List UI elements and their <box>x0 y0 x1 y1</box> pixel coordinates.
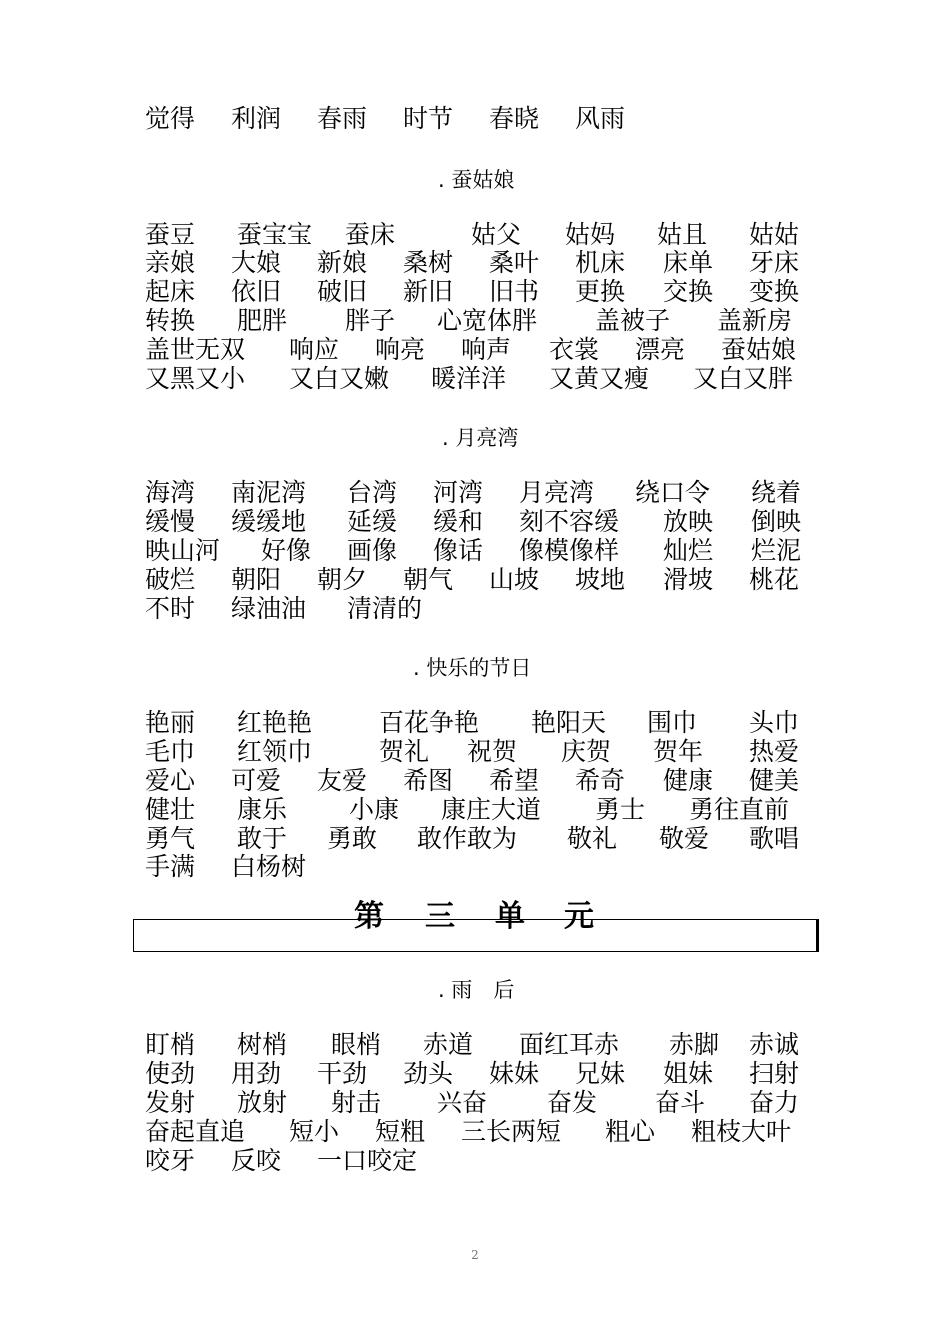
vocab-line <box>145 1146 825 1176</box>
vocab-line <box>145 824 825 854</box>
vocab-line <box>145 104 825 134</box>
vocab-word: 友爱 <box>317 766 368 795</box>
vocab-word: 敬礼 <box>567 824 618 853</box>
vocab-word: 画像 <box>347 536 398 565</box>
vocab-word: 时节 <box>403 104 454 133</box>
vocab-word: 月亮湾 <box>519 478 595 507</box>
vocab-word: 又黑又小 <box>145 364 246 393</box>
vocab-word: 绕口令 <box>635 478 711 507</box>
vocab-word: 小康 <box>349 795 400 824</box>
vocab-word: 亲娘 <box>145 248 196 277</box>
vocab-word: 桑叶 <box>489 248 540 277</box>
vocab-word: 姑姑 <box>749 220 800 249</box>
vocab-word: 健壮 <box>145 795 196 824</box>
vocab-line <box>145 1030 825 1060</box>
vocab-word: 旧书 <box>489 277 540 306</box>
vocab-word: 利润 <box>231 104 282 133</box>
vocab-word: 蚕豆 <box>145 220 196 249</box>
vocab-word: 祝贺 <box>467 737 518 766</box>
vocab-word: 庆贺 <box>561 737 612 766</box>
vocab-word: 康庄大道 <box>441 795 542 824</box>
vocab-word: 依旧 <box>231 277 282 306</box>
unit-title-char: 三 <box>425 899 455 934</box>
vocab-line <box>145 478 825 508</box>
vocab-line <box>145 1117 825 1147</box>
vocab-word: 新娘 <box>317 248 368 277</box>
vocab-word: 树梢 <box>237 1030 288 1059</box>
vocab-line <box>145 536 825 566</box>
vocab-line <box>145 565 825 595</box>
vocab-word: 台湾 <box>347 478 398 507</box>
unit-title-char: 元 <box>564 899 594 934</box>
vocab-word: 破烂 <box>145 565 196 594</box>
vocab-word: 春雨 <box>317 104 368 133</box>
vocab-word: 粗心 <box>605 1117 656 1146</box>
vocab-word: 烂泥 <box>751 536 802 565</box>
vocab-word: 床单 <box>663 248 714 277</box>
vocab-word: 肥胖 <box>237 306 288 335</box>
vocab-word: 机床 <box>575 248 626 277</box>
vocab-word: 放映 <box>663 507 714 536</box>
vocab-line <box>145 1059 825 1089</box>
vocab-word: 风雨 <box>575 104 626 133</box>
vocab-word: 朝夕 <box>317 565 368 594</box>
vocab-word: 用劲 <box>231 1059 282 1088</box>
vocab-word: 放射 <box>237 1088 288 1117</box>
vocab-word: 兄妹 <box>575 1059 626 1088</box>
vocab-word: 兴奋 <box>437 1088 488 1117</box>
vocab-word: 灿烂 <box>663 536 714 565</box>
vocab-word: 咬牙 <box>145 1146 196 1175</box>
lesson-heading: . 雨 后 <box>438 978 515 1002</box>
vocab-word: 红艳艳 <box>237 708 313 737</box>
vocab-word: 盖被子 <box>595 306 671 335</box>
unit-title-char: 单 <box>495 899 525 934</box>
vocab-word: 奋斗 <box>655 1088 706 1117</box>
vocab-word: 盖新房 <box>717 306 793 335</box>
vocab-word: 起床 <box>145 277 196 306</box>
vocab-word: 缓缓地 <box>231 507 307 536</box>
vocab-word: 敢作敢为 <box>417 824 518 853</box>
vocab-word: 奋起直追 <box>145 1117 246 1146</box>
vocab-word: 盯梢 <box>145 1030 196 1059</box>
vocab-word: 爱心 <box>145 766 196 795</box>
vocab-word: 大娘 <box>231 248 282 277</box>
vocab-word: 不时 <box>145 594 196 623</box>
vocab-word: 贺礼 <box>379 737 430 766</box>
vocab-word: 百花争艳 <box>379 708 480 737</box>
vocab-word: 希奇 <box>575 766 626 795</box>
vocab-line <box>145 306 825 336</box>
vocab-word: 破旧 <box>317 277 368 306</box>
vocab-word: 交换 <box>663 277 714 306</box>
vocab-word: 缓慢 <box>145 507 196 536</box>
vocab-line <box>145 852 825 882</box>
vocab-word: 发射 <box>145 1088 196 1117</box>
vocab-word: 妹妹 <box>489 1059 540 1088</box>
vocab-word: 衣裳 <box>549 335 600 364</box>
vocab-word: 头巾 <box>749 708 800 737</box>
vocab-word: 歌唱 <box>749 824 800 853</box>
vocab-word: 奋力 <box>749 1088 800 1117</box>
vocab-word: 姑妈 <box>565 220 616 249</box>
vocab-line <box>145 795 825 825</box>
vocab-word: 转换 <box>145 306 196 335</box>
vocab-word: 手满 <box>145 852 196 881</box>
vocab-word: 南泥湾 <box>231 478 307 507</box>
vocab-word: 短小 <box>289 1117 340 1146</box>
vocab-word: 三长两短 <box>461 1117 562 1146</box>
vocab-word: 春晓 <box>489 104 540 133</box>
vocab-word: 又白又嫩 <box>289 364 390 393</box>
unit-title <box>320 895 640 939</box>
vocab-word: 新旧 <box>403 277 454 306</box>
lesson-heading: . 快乐的节日 <box>413 656 532 680</box>
vocab-word: 海湾 <box>145 478 196 507</box>
vocab-word: 延缓 <box>347 507 398 536</box>
vocab-word: 赤脚 <box>669 1030 720 1059</box>
vocab-word: 桃花 <box>749 565 800 594</box>
vocab-word: 康乐 <box>237 795 288 824</box>
vocab-line <box>145 594 825 624</box>
vocab-word: 粗枝大叶 <box>691 1117 792 1146</box>
vocab-word: 像模像样 <box>519 536 620 565</box>
vocab-word: 红领巾 <box>237 737 313 766</box>
vocab-word: 刻不容缓 <box>519 507 620 536</box>
vocab-word: 桑树 <box>403 248 454 277</box>
vocab-word: 绕着 <box>751 478 802 507</box>
vocab-word: 面红耳赤 <box>519 1030 620 1059</box>
vocab-word: 健康 <box>663 766 714 795</box>
vocab-word: 艳丽 <box>145 708 196 737</box>
vocab-word: 蚕床 <box>345 220 396 249</box>
vocab-word: 又白又胖 <box>693 364 794 393</box>
vocab-word: 一口咬定 <box>317 1146 418 1175</box>
vocab-word: 盖世无双 <box>145 335 246 364</box>
vocab-word: 绿油油 <box>231 594 307 623</box>
vocab-line <box>145 248 825 278</box>
vocab-word: 河湾 <box>433 478 484 507</box>
lesson-heading: . 月亮湾 <box>442 426 519 450</box>
vocab-word: 希望 <box>489 766 540 795</box>
unit-title-char: 第 <box>354 899 384 934</box>
vocab-line <box>145 766 825 796</box>
vocab-word: 姑父 <box>471 220 522 249</box>
vocab-word: 扫射 <box>749 1059 800 1088</box>
vocab-word: 可爱 <box>231 766 282 795</box>
vocab-line <box>145 220 825 250</box>
vocab-word: 姑且 <box>657 220 708 249</box>
vocab-word: 勇敢 <box>327 824 378 853</box>
vocab-line <box>145 1088 825 1118</box>
vocab-word: 希图 <box>403 766 454 795</box>
vocab-word: 映山河 <box>145 536 221 565</box>
vocab-line <box>145 708 825 738</box>
vocab-word: 胖子 <box>345 306 396 335</box>
vocab-line <box>145 277 825 307</box>
vocab-word: 响声 <box>461 335 512 364</box>
vocab-line <box>145 335 825 365</box>
vocab-word: 热爱 <box>749 737 800 766</box>
vocab-word: 朝阳 <box>231 565 282 594</box>
vocab-word: 姐妹 <box>663 1059 714 1088</box>
vocab-word: 滑坡 <box>663 565 714 594</box>
vocab-word: 劲头 <box>403 1059 454 1088</box>
vocab-word: 健美 <box>749 766 800 795</box>
vocab-word: 勇士 <box>595 795 646 824</box>
vocab-word: 山坡 <box>489 565 540 594</box>
vocab-word: 勇气 <box>145 824 196 853</box>
vocab-word: 倒映 <box>751 507 802 536</box>
vocab-word: 更换 <box>575 277 626 306</box>
vocab-word: 心宽体胖 <box>437 306 538 335</box>
vocab-word: 清清的 <box>347 594 423 623</box>
vocab-line <box>145 507 825 537</box>
vocab-word: 反咬 <box>231 1146 282 1175</box>
vocab-word: 短粗 <box>375 1117 426 1146</box>
vocab-word: 干劲 <box>317 1059 368 1088</box>
vocab-word: 艳阳天 <box>531 708 607 737</box>
vocab-word: 漂亮 <box>635 335 686 364</box>
vocab-word: 白杨树 <box>231 852 307 881</box>
vocab-word: 蚕宝宝 <box>237 220 313 249</box>
vocab-word: 眼梢 <box>331 1030 382 1059</box>
vocab-word: 赤诚 <box>749 1030 800 1059</box>
vocab-word: 敢于 <box>237 824 288 853</box>
vocab-word: 朝气 <box>403 565 454 594</box>
vocab-line <box>145 364 825 394</box>
vocab-word: 缓和 <box>433 507 484 536</box>
lesson-heading: . 蚕姑娘 <box>438 168 515 192</box>
vocab-word: 觉得 <box>145 104 196 133</box>
vocab-word: 蚕姑娘 <box>721 335 797 364</box>
vocab-word: 响应 <box>289 335 340 364</box>
vocab-word: 坡地 <box>575 565 626 594</box>
vocab-word: 像话 <box>433 536 484 565</box>
page-number: 2 <box>471 1248 479 1262</box>
vocab-word: 牙床 <box>749 248 800 277</box>
vocab-word: 暖洋洋 <box>431 364 507 393</box>
vocab-word: 敬爱 <box>659 824 710 853</box>
vocab-word: 勇往直前 <box>689 795 790 824</box>
vocab-word: 奋发 <box>547 1088 598 1117</box>
vocab-line <box>145 737 825 767</box>
vocab-word: 又黄又瘦 <box>549 364 650 393</box>
vocab-word: 毛巾 <box>145 737 196 766</box>
vocab-word: 射击 <box>331 1088 382 1117</box>
vocab-word: 变换 <box>749 277 800 306</box>
vocab-word: 使劲 <box>145 1059 196 1088</box>
vocab-word: 好像 <box>261 536 312 565</box>
vocab-word: 响亮 <box>375 335 426 364</box>
vocab-word: 赤道 <box>423 1030 474 1059</box>
vocab-word: 贺年 <box>653 737 704 766</box>
vocab-word: 围巾 <box>647 708 698 737</box>
